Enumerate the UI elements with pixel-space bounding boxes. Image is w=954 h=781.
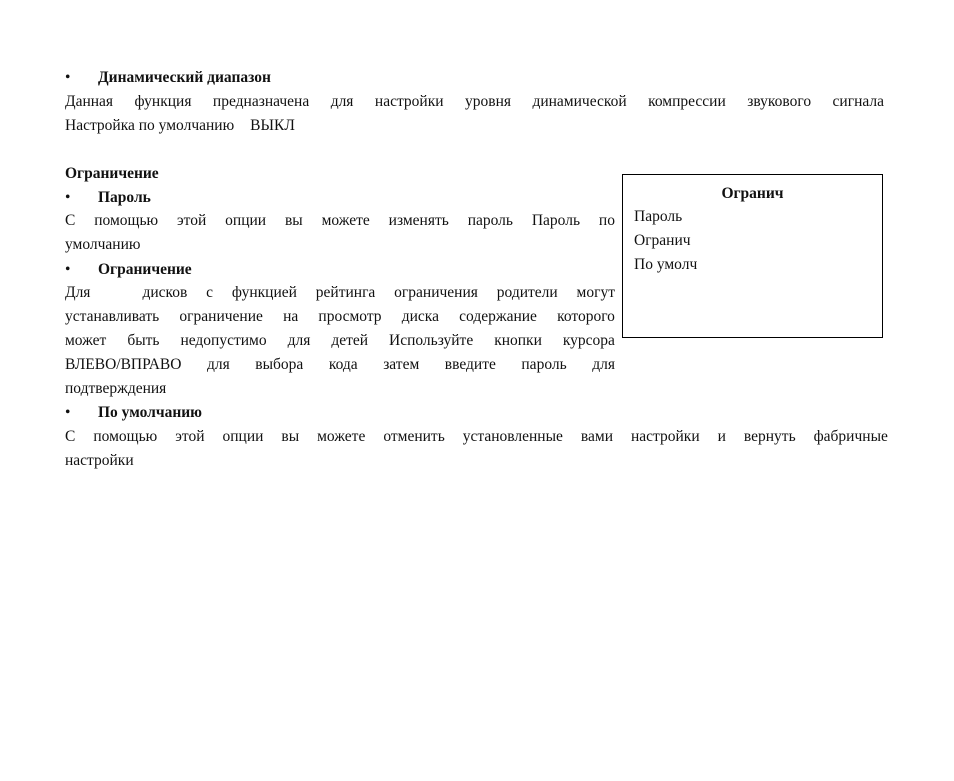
word: выбора [255,356,304,373]
paragraph-restriction-line4 [65,355,615,375]
word: кнопки [494,332,542,349]
paragraph-dynamic-range-line1 [65,92,884,112]
word: уровня [465,93,511,110]
word: затем [383,356,420,373]
heading-dynamic-range: Динамический диапазон [98,69,271,86]
bullet-defaults: • [65,404,71,421]
word: и [717,428,726,445]
word: может [65,332,107,349]
word: курсора [562,332,615,349]
word: детей [331,332,369,349]
word: просмотр [318,308,382,325]
word: диска [401,308,439,325]
word: динамической [532,93,627,110]
word: ВЛЕВО/ВПРАВО [65,356,182,373]
heading-password: Пароль [98,189,151,206]
word: С [65,212,76,229]
paragraph-defaults-line1 [65,427,888,447]
word: могут [576,284,615,301]
word: вами [580,428,613,445]
paragraph-password-line2: умолчанию [65,236,141,253]
word: настройки [374,93,444,110]
heading-defaults: По умолчанию [98,404,203,421]
paragraph-defaults-line2: настройки [65,452,134,469]
paragraph-restriction-line1-rest [142,283,615,303]
word: Данная [65,93,114,110]
word: пароль [521,356,567,373]
word: по [598,212,615,229]
word: Для [65,284,91,301]
paragraph-dynamic-range-line2 [65,116,295,136]
menu-box-item-password: Пароль [634,208,683,225]
word: ограничение [179,308,263,325]
menu-box-item-restriction: Огранич [634,232,691,249]
word: можете [321,212,370,229]
word: содержание [459,308,537,325]
default-setting-value: ВЫКЛ [250,117,295,134]
bullet-password: • [65,189,71,206]
word: рейтинга [315,284,376,301]
word: опции [225,212,267,229]
word: Пароль [531,212,581,229]
paragraph-restriction-line3 [65,331,615,351]
restriction-menu-box [622,174,883,338]
word: сигнала [832,93,884,110]
word: этой [175,428,205,445]
heading-restriction: Ограничение [98,261,192,278]
word: вы [284,212,303,229]
default-setting-label: Настройка по умолчанию [65,117,235,134]
menu-box-item-defaults: По умолч [634,256,698,273]
word: на [283,308,299,325]
paragraph-restriction-line5: подтверждения [65,380,167,397]
word: быть [127,332,160,349]
paragraph-restriction-line2 [65,307,615,327]
word: настройки [630,428,700,445]
word: функцией [231,284,297,301]
word: для [592,356,615,373]
word: фабричные [813,428,888,445]
word: которого [557,308,615,325]
word: компрессии [648,93,726,110]
word: кода [328,356,358,373]
word: вы [281,428,300,445]
word: отменить [383,428,445,445]
paragraph-restriction-line1 [65,283,615,303]
word: для [287,332,311,349]
word: помощью [94,212,159,229]
word: родители [496,284,558,301]
word: установленные [462,428,563,445]
word: звукового [747,93,812,110]
word: С [65,428,76,445]
word: для [330,93,354,110]
word: можете [317,428,366,445]
word: дисков [142,284,188,301]
word: пароль [467,212,513,229]
word: вернуть [743,428,796,445]
word: помощью [93,428,158,445]
word: с [206,284,214,301]
word: изменять [388,212,449,229]
word: опции [222,428,264,445]
word: предназначена [212,93,310,110]
word: ограничения [394,284,478,301]
bullet-dynamic-range: • [65,69,71,86]
word: функция [134,93,192,110]
bullet-restriction: • [65,261,71,278]
menu-box-title: Огранич [721,185,784,202]
word: устанавливать [65,308,160,325]
word: Используйте [389,332,474,349]
word: для [207,356,230,373]
word: недопустимо [180,332,267,349]
word: этой [177,212,207,229]
word: введите [444,356,496,373]
paragraph-password-line1 [65,211,615,231]
section-title-restriction: Ограничение [65,165,159,182]
